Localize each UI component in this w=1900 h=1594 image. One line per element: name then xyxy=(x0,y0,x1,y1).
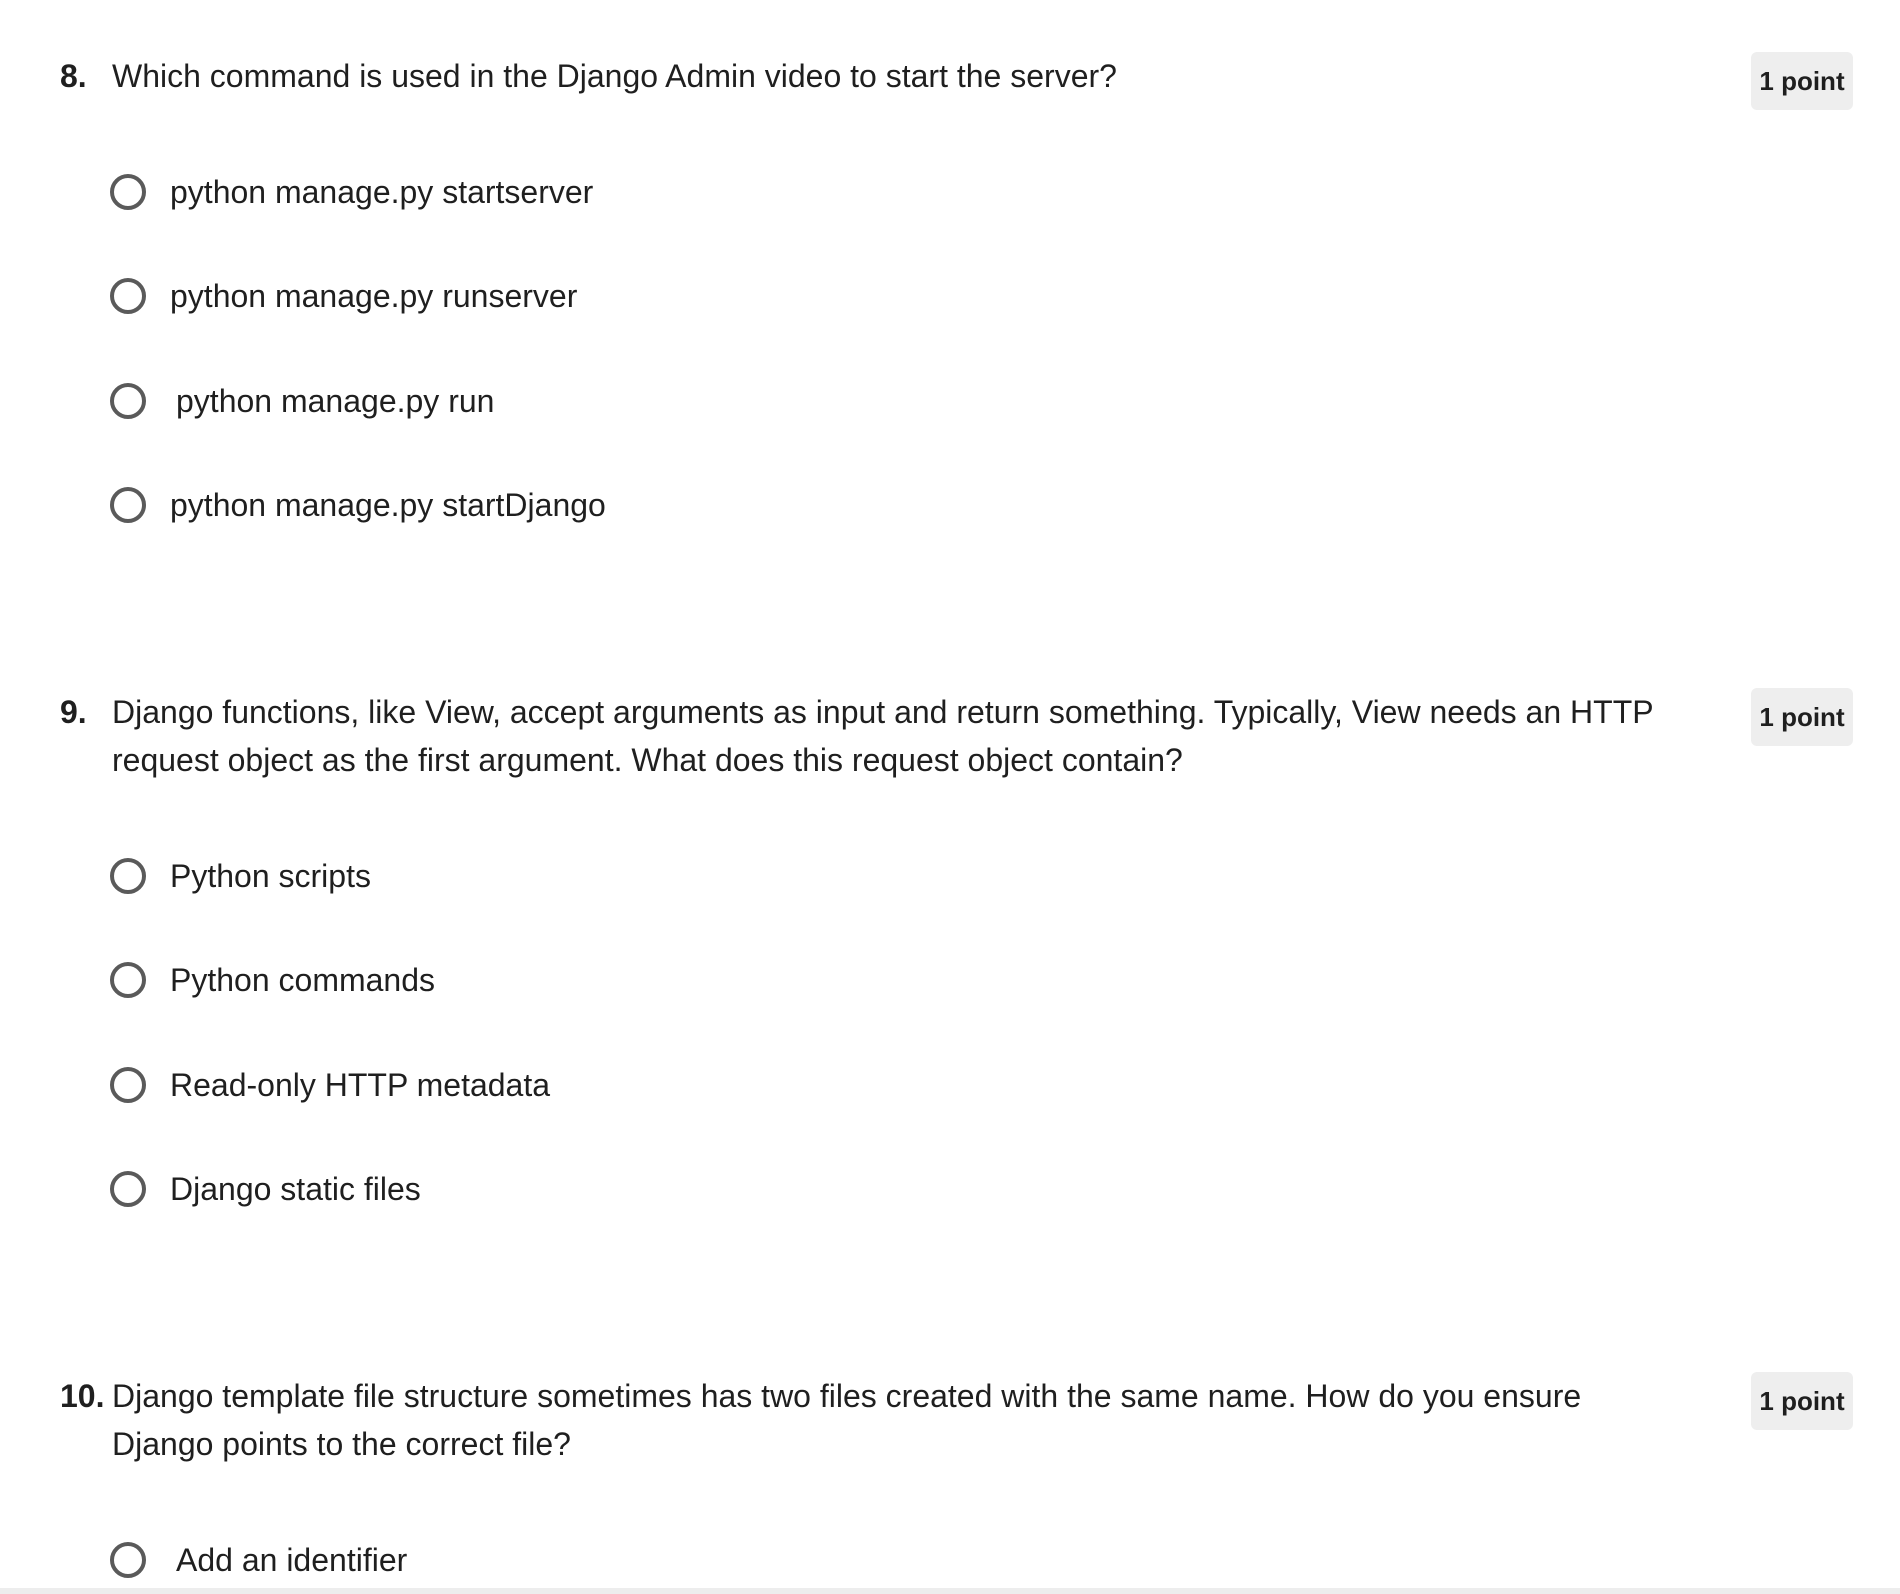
option-label: Python scripts xyxy=(170,857,371,894)
radio-button[interactable] xyxy=(110,487,146,523)
option-python-scripts[interactable] xyxy=(110,852,371,900)
option-label: python manage.py startserver xyxy=(170,173,594,210)
question-number: 10. xyxy=(60,1378,105,1414)
option-run[interactable] xyxy=(110,377,494,425)
option-label: python manage.py startDjango xyxy=(170,486,606,523)
points-badge: 1 point xyxy=(1751,1372,1853,1430)
radio-button[interactable] xyxy=(110,1542,146,1578)
option-python-commands[interactable] xyxy=(110,956,435,1004)
question-number: 9. xyxy=(60,694,87,730)
radio-button[interactable] xyxy=(110,1067,146,1103)
option-label: Add an identifier xyxy=(176,1541,408,1578)
radio-button[interactable] xyxy=(110,962,146,998)
question-header xyxy=(60,52,1680,100)
question-text: Django functions, like View, accept arguments as input and return something. Typically, View needs an HTTP request object as the first argument. What does this request object contain? xyxy=(112,694,1653,778)
option-static-files[interactable] xyxy=(110,1165,421,1213)
radio-button[interactable] xyxy=(110,278,146,314)
option-label: python manage.py runserver xyxy=(170,277,578,314)
radio-button[interactable] xyxy=(110,174,146,210)
question-number: 8. xyxy=(60,58,87,94)
option-startdjango[interactable] xyxy=(110,481,606,529)
option-label: Read-only HTTP metadata xyxy=(170,1066,551,1103)
option-label: Python commands xyxy=(170,961,436,998)
option-add-identifier[interactable] xyxy=(110,1536,407,1584)
question-text: Django template file structure sometimes has two files created with the same name. How do you ensure Django points to the correct file? xyxy=(112,1378,1582,1462)
question-text: Which command is used in the Django Admin video to start the server? xyxy=(112,58,1117,94)
points-badge: 1 point xyxy=(1751,688,1853,746)
option-label: python manage.py run xyxy=(176,382,495,419)
option-startserver[interactable] xyxy=(110,168,593,216)
question-header xyxy=(60,1372,1680,1468)
radio-button[interactable] xyxy=(110,1171,146,1207)
radio-button[interactable] xyxy=(110,383,146,419)
question-header xyxy=(60,688,1680,784)
bottom-divider xyxy=(0,1588,1900,1594)
points-badge: 1 point xyxy=(1751,52,1853,110)
option-runserver[interactable] xyxy=(110,272,577,320)
option-label: Django static files xyxy=(170,1170,421,1207)
radio-button[interactable] xyxy=(110,858,146,894)
option-http-metadata[interactable] xyxy=(110,1061,550,1109)
